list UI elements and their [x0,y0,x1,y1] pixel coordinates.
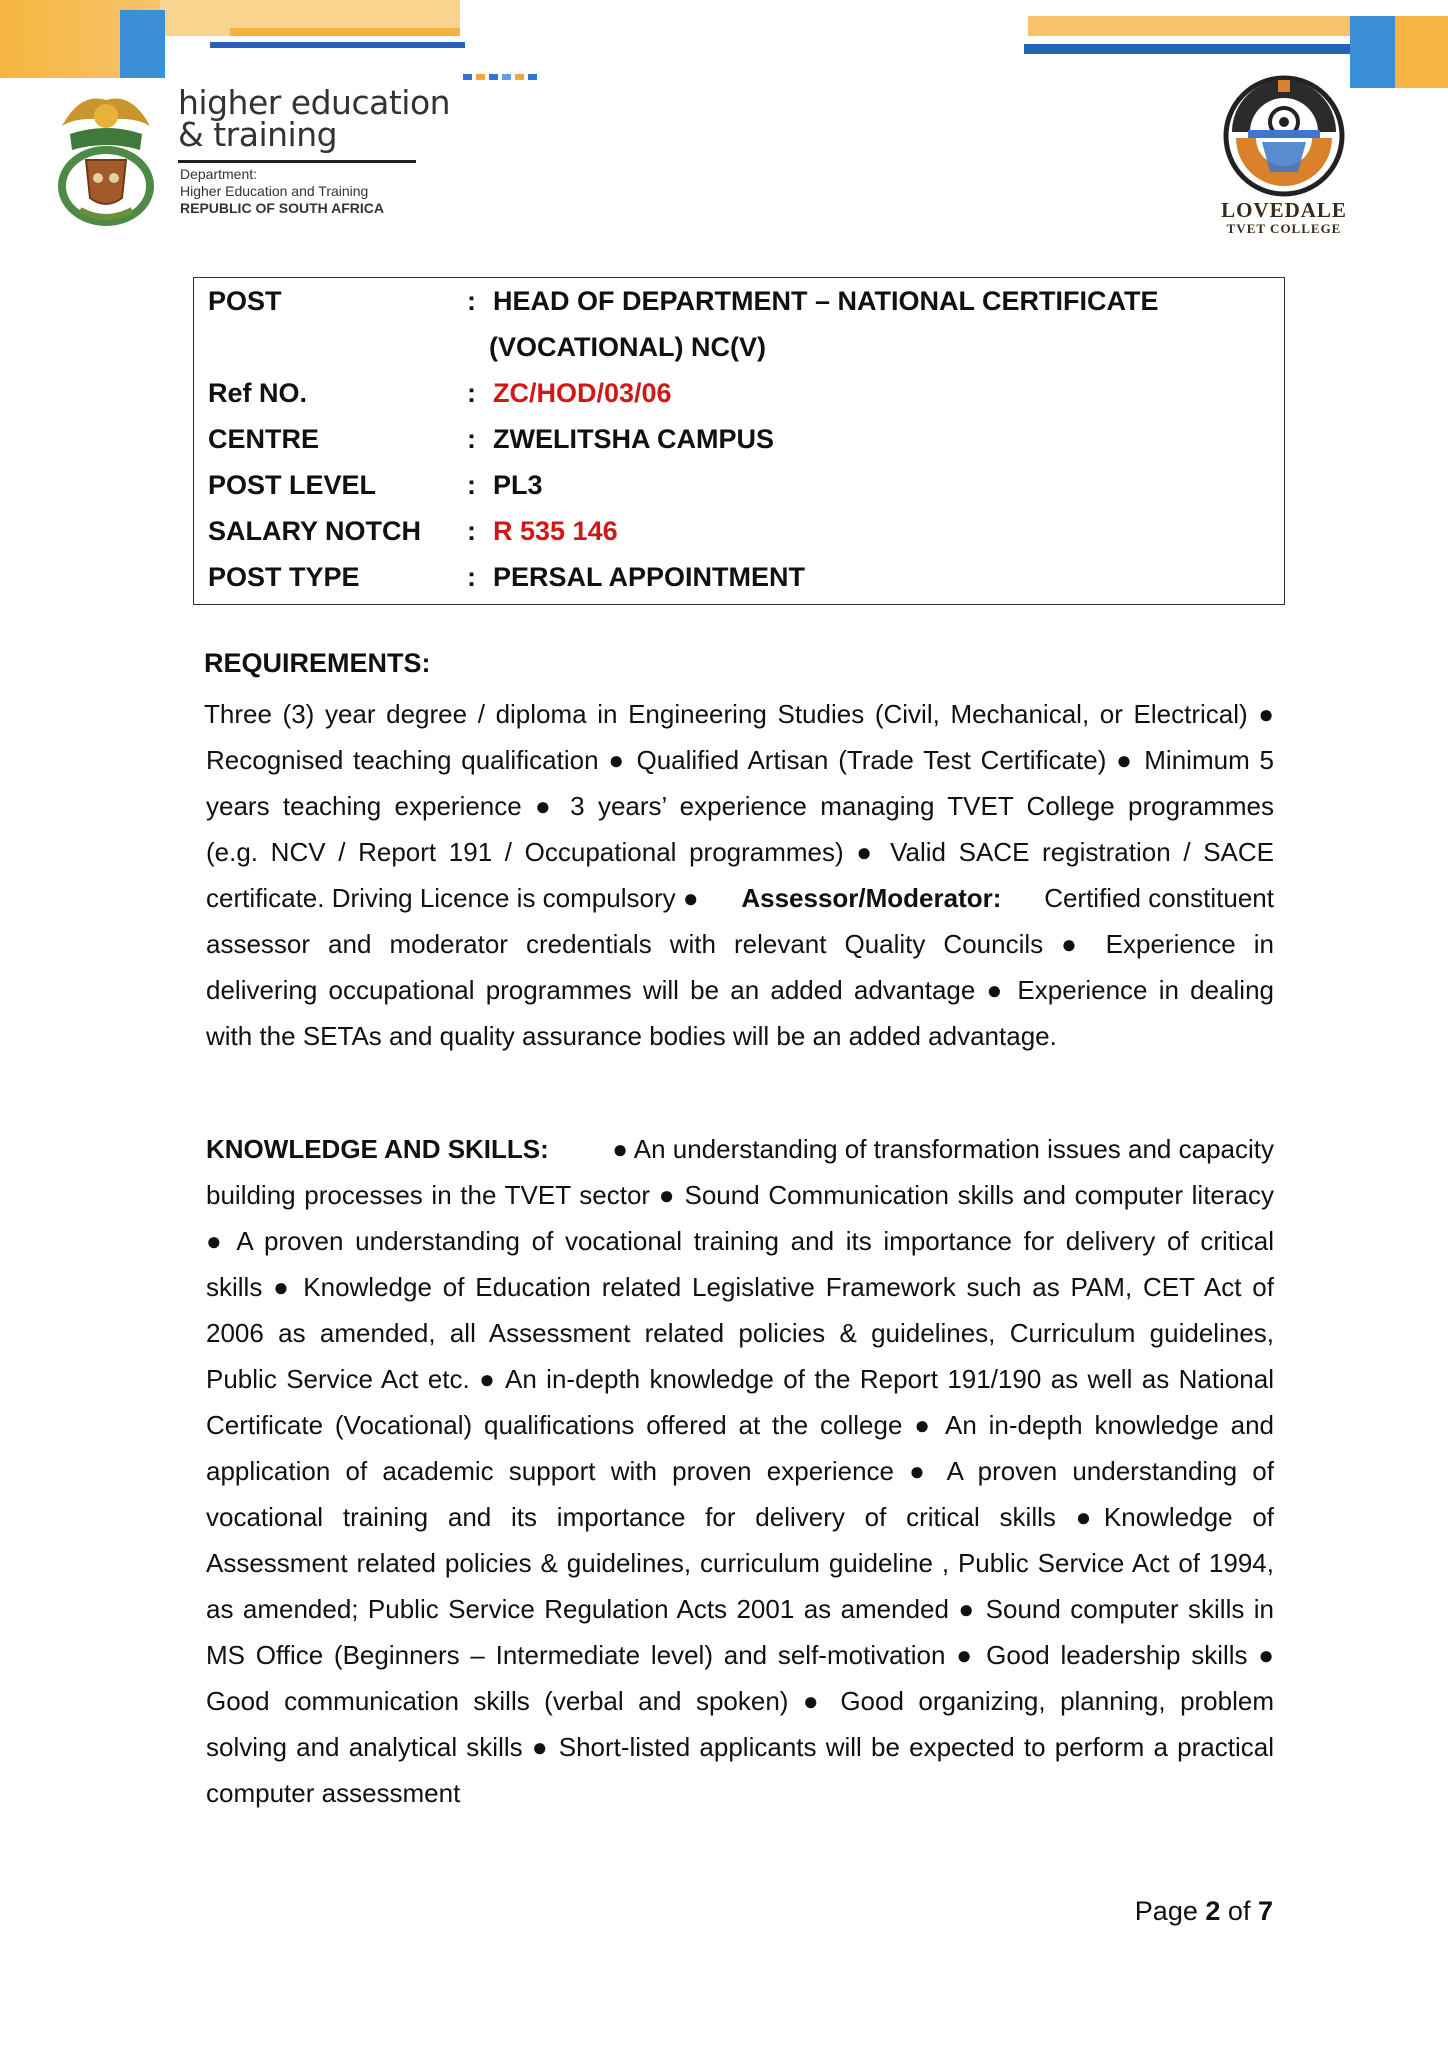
lovedale-name: LOVEDALE [1221,198,1347,222]
knowledge-line: computer assessment [206,1778,461,1808]
knowledge-line: ● A proven understanding of vocational training and its importance for delivery of critical [206,1226,1274,1256]
logo-dept-line2: Higher Education and Training [180,183,369,199]
page-total: 7 [1257,1896,1273,1926]
knowledge-line: application of academic support with proven experience ● A proven understanding of [206,1456,1274,1486]
detail-value: ZWELITSHA CAMPUS [493,424,774,454]
logo-dept-line1: Department: [180,166,258,182]
logo-title-line1: higher education [178,83,451,122]
knowledge-line: MS Office (Beginners – Intermediate level) and self-motivation ● Good leadership skills ● [206,1640,1274,1670]
page-of: of [1227,1896,1251,1926]
requirements-line-part: Certified constituent [1044,883,1274,913]
knowledge-line: Assessment related policies & guidelines, curriculum guideline , Public Service Act of 1994, [206,1548,1274,1578]
knowledge-line: building processes in the TVET sector ● Sound Communication skills and computer literacy [206,1180,1274,1210]
requirements-bold-term: Assessor/Moderator: [741,883,1002,913]
logo-dept-line3: REPUBLIC OF SOUTH AFRICA [180,200,385,216]
detail-value: PERSAL APPOINTMENT [493,562,806,592]
knowledge-text [206,1126,1274,1816]
knowledge-line: skills ● Knowledge of Education related Legislative Framework such as PAM, CET Act of [206,1272,1274,1302]
logo-title-line2: & training [178,115,338,154]
requirements-line: (e.g. NCV / Report 191 / Occupational programmes) ● Valid SACE registration / SACE [206,837,1274,867]
knowledge-line: Public Service Act etc. ● An in-depth knowledge of the Report 191/190 as well as National [206,1364,1274,1394]
detail-value: PL3 [493,470,543,500]
page-number [1135,1896,1273,1927]
knowledge-line: Good communication skills (verbal and spoken) ● Good organizing, planning, problem [206,1686,1274,1716]
page-current: 2 [1205,1896,1221,1926]
detail-label: SALARY NOTCH [208,516,422,546]
detail-label: CENTRE [208,424,320,454]
requirements-line: delivering occupational programmes will be an added advantage ● Experience in dealing [206,975,1274,1005]
detail-label: POST TYPE [208,562,360,592]
lovedale-crest-icon [1218,72,1350,200]
detail-value-continued: (VOCATIONAL) NC(V) [489,332,766,362]
post-details-box [193,277,1285,605]
knowledge-line: Certificate (Vocational) qualifications offered at the college ● An in-depth knowledge and [206,1410,1274,1440]
knowledge-heading: KNOWLEDGE AND SKILLS: [206,1134,549,1164]
detail-value: R 535 146 [493,516,618,546]
detail-value: ZC/HOD/03/06 [493,378,672,408]
coat-of-arms-icon [50,86,162,226]
detail-colon: : [467,424,476,454]
requirements-line: Three (3) year degree / diploma in Engineering Studies (Civil, Mechanical, or Electrical) ● [204,699,1274,729]
detail-label: POST [208,286,282,316]
knowledge-line: 2006 as amended, all Assessment related policies & guidelines, Curriculum guidelines, [206,1318,1274,1348]
lovedale-subtitle: TVET COLLEGE [1226,221,1342,236]
requirements-line: assessor and moderator credentials with relevant Quality Councils ● Experience in [206,929,1274,959]
requirements-line-part: certificate. Driving Licence is compulsory ● [206,883,699,913]
detail-colon: : [467,562,476,592]
requirements-line: Recognised teaching qualification ● Qualified Artisan (Trade Test Certificate) ● Minimum 5 [206,745,1274,775]
detail-value: HEAD OF DEPARTMENT – NATIONAL CERTIFICATE [493,286,1159,316]
page-prefix: Page [1134,1896,1198,1926]
requirements-text [204,691,1274,1059]
knowledge-line: as amended; Public Service Regulation Acts 2001 as amended ● Sound computer skills in [206,1594,1274,1624]
knowledge-first-line [206,1126,1274,1172]
requirements-line: with the SETAs and quality assurance bodies will be an added advantage. [206,1021,1057,1051]
knowledge-line-part: ● An understanding of transformation issues and capacity [612,1134,1274,1164]
requirements-line-mixed [204,875,1274,921]
logo-rule [178,160,416,163]
detail-colon: : [467,378,476,408]
detail-colon: : [467,470,476,500]
requirements-line: years teaching experience ● 3 years’ experience managing TVET College programmes [206,791,1274,821]
knowledge-line: vocational training and its importance for delivery of critical skills ●Knowledge of [206,1502,1274,1532]
detail-label: POST LEVEL [208,470,377,500]
knowledge-line: solving and analytical skills ● Short-listed applicants will be expected to perform a practical [206,1732,1274,1762]
requirements-heading: REQUIREMENTS: [204,648,431,678]
detail-colon: : [467,286,476,316]
detail-colon: : [467,516,476,546]
detail-label: Ref NO. [208,378,308,408]
